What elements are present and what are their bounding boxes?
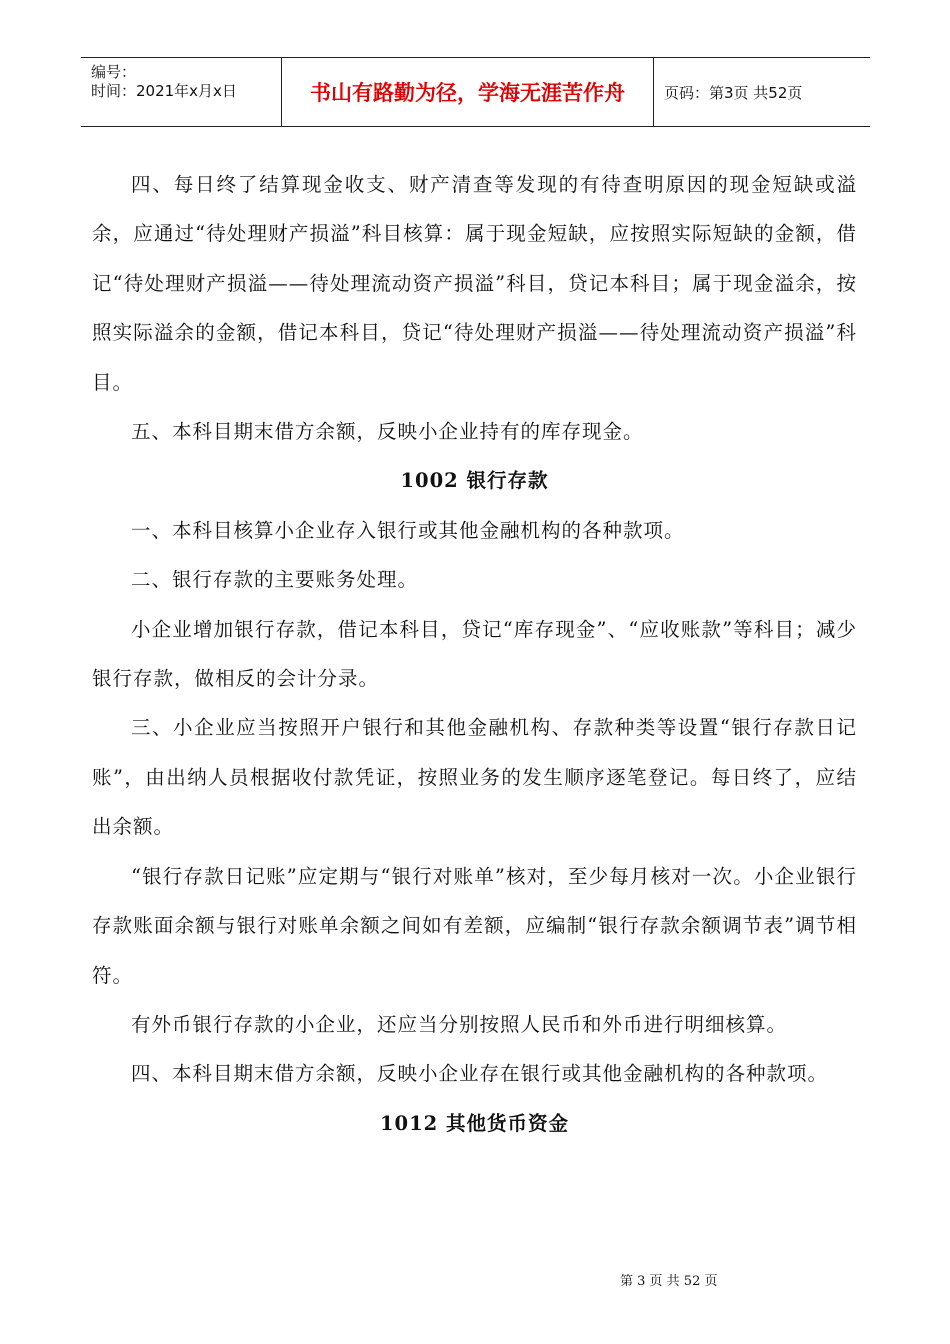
header-info-cell bbox=[81, 58, 282, 126]
paragraph: 五、本科目期末借方余额，反映小企业持有的库存现金。 bbox=[131, 420, 644, 444]
header-motto-cell bbox=[282, 58, 654, 126]
document-body bbox=[92, 160, 857, 1148]
header-page-info: 页码：第3页 共52页 bbox=[664, 83, 803, 102]
section-heading: 1002 银行存款 bbox=[400, 469, 549, 493]
paragraph: 二、银行存款的主要账务处理。 bbox=[131, 568, 419, 592]
paragraph: 有外币银行存款的小企业，还应当分别按照人民币和外币进行明细核算。 bbox=[131, 1012, 788, 1036]
footer-page-number: 第 3 页 共 52 页 bbox=[620, 1274, 718, 1289]
document-number-label: 编号： bbox=[91, 63, 137, 81]
paragraph: 一、本科目核算小企业存入银行或其他金融机构的各种款项。 bbox=[131, 518, 685, 542]
paragraph: 四、每日终了结算现金收支、财产清查等发现的有待查明原因的现金短缺或溢余，应通过“待处理财产损溢”科目核算：属于现金短缺，应按照实际短缺的金额，借记“待处理财产损溢——待处理流动资产损溢”科目，贷记本科目；属于现金溢余，按照实际溢余的金额，借记本科目，贷记“待处理财产损溢——待处理流动资产损溢”科目。 bbox=[92, 173, 857, 394]
page-footer bbox=[0, 1270, 950, 1289]
paragraph: “银行存款日记账”应定期与“银行对账单”核对，至少每月核对一次。小企业银行存款账面余额与银行对账单余额之间如有差额，应编制“银行存款余额调节表”调节相符。 bbox=[92, 864, 857, 987]
paragraph: 四、本科目期末借方余额，反映小企业存在银行或其他金融机构的各种款项。 bbox=[131, 1062, 829, 1086]
paragraph: 三、小企业应当按照开户银行和其他金融机构、存款种类等设置“银行存款日记账”，由出纳人员根据收付款凭证，按照业务的发生顺序逐笔登记。每日终了，应结出余额。 bbox=[92, 716, 857, 839]
section-heading: 1012 其他货币资金 bbox=[379, 1111, 570, 1135]
page-header bbox=[81, 57, 870, 127]
header-motto: 书山有路勤为径，学海无涯苦作舟 bbox=[310, 81, 625, 105]
document-time-label: 时间：2021年x月x日 bbox=[91, 82, 237, 100]
header-page-cell bbox=[654, 58, 870, 126]
paragraph: 小企业增加银行存款，借记本科目，贷记“库存现金”、“应收账款”等科目；减少银行存款，做相反的会计分录。 bbox=[92, 617, 857, 691]
